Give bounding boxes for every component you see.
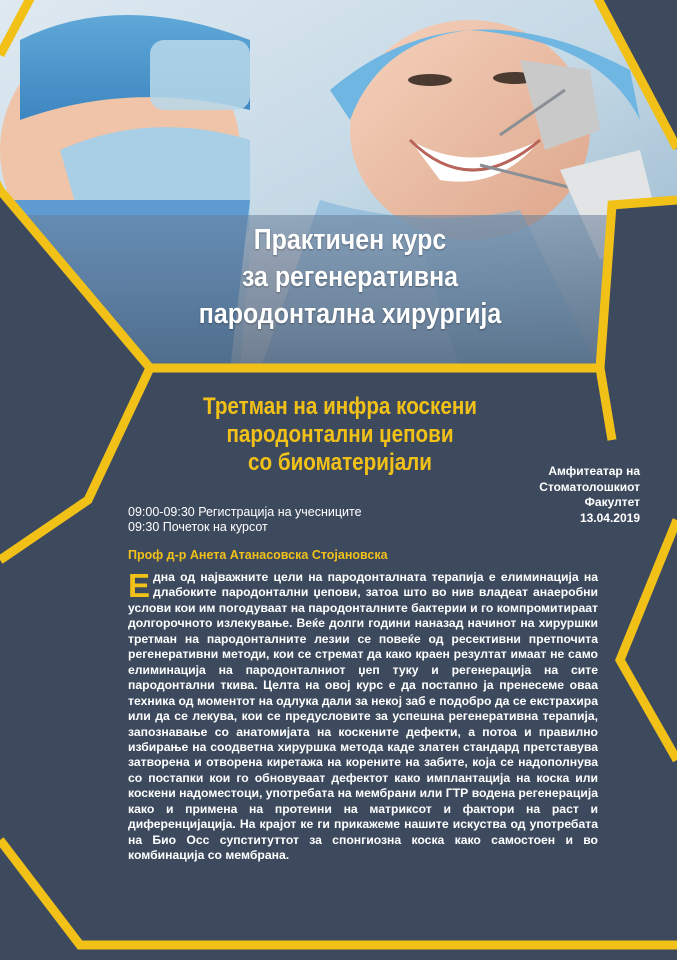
subtitle-line-2: пародонтални џепови [226, 421, 454, 448]
schedule [128, 505, 362, 535]
subtitle-line-1: Третман на инфра коскени [203, 393, 477, 420]
schedule-start: 09:30 Почеток на курсот [128, 520, 268, 534]
course-title [126, 222, 573, 333]
title-line-1: Практичен курс [253, 224, 447, 256]
speaker-name: Проф д-р Анета Атанасовска Стојановска [128, 548, 388, 562]
subtitle-line-3: со биоматеријали [248, 449, 432, 476]
description-text: дна од најважните цели на пародонталната терапија е елиминација на длабоките пародонтални џепови, затоа што во нив владеат анаеробни услови кои им погодуваат на пародонталните бактерии и го компромитираат долгорочното излекување. Веќе долги години наназад начинот на хируршки третман на пародонталните лезии се повеќе од ресективни претпочита регенеративни методи, кои се стремат да како краен резултат имаат не само елиминација на пародонталниот џеп туку и регенерација на сите пародонтални ткива. Целта на овој курс е да постапно ја пренесеме оваа техника од моментот на одлука дали за некој заб е подобро да се екстрахира или да се лекува, кои се предусловите за успешна регенеративна терапија, запознавање со анатомијата на коскените дефекти, а потоа и правилно избирање на соодветна хируршка метода каде златен стандард претставува затворена и отворена киретажа на корените на забите, која се надополнува со постапки кои го обновуваат дефектот како имплантација на коска или коскени надоместоци, употребата на мембрани или ГТР водена регенерација како и примена на протеини на матриксот и фактори на раст и диференцијација. На крајот ке ги прикажеме нашите искуства од употребата на Био Осс супституттот за спонгиозна коска како самостоен и во комбинација со мембрана. [128, 570, 598, 863]
course-description [128, 567, 598, 864]
drop-cap: Е [128, 567, 151, 604]
venue-line-3: Факултет [584, 495, 640, 509]
schedule-registration: 09:00-09:30 Регистрација на учесниците [128, 505, 362, 519]
venue-line-2: Стоматолошкиот [539, 479, 640, 494]
venue-line-1: Амфитеатар на [548, 464, 640, 478]
title-line-3: пародонтална хирургија [198, 298, 502, 330]
venue-info [500, 464, 640, 526]
title-line-2: за регенеративна [241, 261, 459, 293]
venue-date: 13.04.2019 [579, 510, 640, 525]
course-subtitle [134, 393, 547, 477]
